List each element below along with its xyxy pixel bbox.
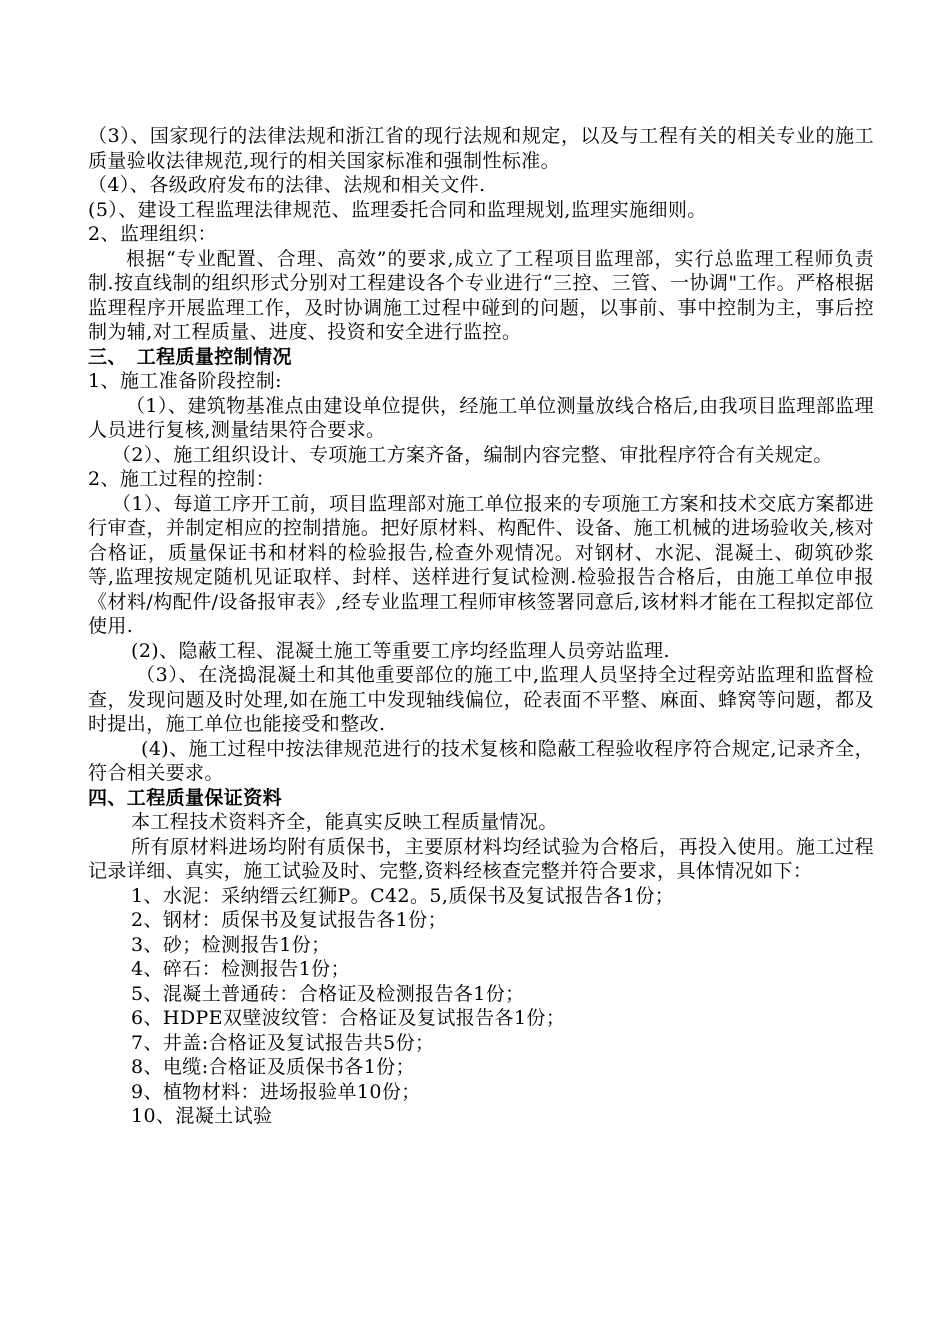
list-item-brick: 5、混凝土普通砖：合格证及检测报告各1份； bbox=[131, 982, 525, 1005]
list-item-plant-material: 9、植物材料：进场报验单10份； bbox=[131, 1080, 421, 1103]
subheading-preparation-stage: 1、施工准备阶段控制: bbox=[88, 370, 282, 392]
paragraph-prep-2: （2）、施工组织设计、专项施工方案齐备，编制内容完整、审批程序符合有关规定。 bbox=[112, 443, 833, 466]
section-heading-quality-docs: 四、工程质量保证资料 bbox=[88, 786, 283, 809]
paragraph-process-1: （1）、每道工序开工前，项目监理部对施工单位报来的专项施工方案和技术交底方案都进行审查，并制定相应的控制措施。把好原材料、构配件、设备、施工机械的进场验收关,核对合格证，质量保证书和材料的检验报告,检查外观情况。对钢材、水泥、混凝土、砌筑砂浆等,监理按规定随机见证取样、封样、送样进行复试检测.检验报告合格后，由施工单位申报《材料/构配件/设备报审表》,经专业监理工程师审核签署同意后,该材料才能在工程拟定部位使用. bbox=[88, 492, 874, 637]
list-item-cable: 8、电缆:合格证及质保书各1份； bbox=[131, 1056, 415, 1078]
list-item-cement: 1、水泥：采纳缙云红狮P。C42。5,质保书及复试报告各1份； bbox=[131, 884, 675, 907]
paragraph-process-2: (2)、隐蔽工程、混凝土施工等重要工序均经监理人员旁站监理. bbox=[131, 639, 670, 662]
paragraph-docs-complete: 本工程技术资料齐全，能真实反映工程质量情况。 bbox=[131, 811, 558, 833]
paragraph-process-4: (4)、施工过程中按法律规范进行的技术复核和隐蔽工程验收程序符合规定,记录齐全，符合相关要求。 bbox=[88, 737, 874, 784]
subheading-supervision-org: 2、监理组织： bbox=[88, 223, 217, 245]
subheading-construction-process: 2、施工过程的控制： bbox=[88, 468, 276, 490]
list-item-gravel: 4、碎石：检测报告1份； bbox=[131, 958, 350, 980]
paragraph-basis-5: (5）、建设工程监理法律规范、监理委托合同和监理规划,监理实施细则。 bbox=[88, 198, 707, 221]
paragraph-supervision-org: 根据“专业配置、合理、高效”的要求,成立了工程项目监理部，实行总监理工程师负责制.按直线制的组织形式分别对工程建设各个专业进行“三控、三管、一协调"工作。严格根据监理程序开展监理工作，及时协调施工过程中碰到的问题，以事前、事中控制为主，事后控制为辅,对工程质量、进度、投资和安全进行监控。 bbox=[88, 247, 874, 343]
list-item-manhole-cover: 7、井盖:合格证及复试报告共5份； bbox=[131, 1031, 435, 1054]
paragraph-process-3: （3）、在浇捣混凝土和其他重要部位的施工中,监理人员坚持全过程旁站监理和监督检查，发现问题及时处理,如在施工中发现轴线偏位，砼表面不平整、麻面、蜂窝等问题，都及时提出，施工单位也能接受和整改. bbox=[88, 664, 874, 735]
paragraph-docs-materials: 所有原材料进场均附有质保书，主要原材料均经试验为合格后，再投入使用。施工过程记录详细、真实，施工试验及时、完整,资料经核查完整并符合要求，具体情况如下： bbox=[88, 835, 874, 882]
list-item-concrete-test: 10、混凝土试验 bbox=[131, 1105, 273, 1127]
list-item-sand: 3、砂；检测报告1份； bbox=[131, 933, 331, 956]
paragraph-basis-3: （3）、国家现行的法律法规和浙江省的现行法规和规定，以及与工程有关的相关专业的施工质量验收法律规范,现行的相关国家标准和强制性标准。 bbox=[88, 125, 874, 172]
section-heading-quality-control: 三、 工程质量控制情况 bbox=[88, 345, 292, 368]
document-body bbox=[88, 124, 874, 1129]
paragraph-prep-1: （1）、建筑物基准点由建设单位提供，经施工单位测量放线合格后,由我项目监理部监理人员进行复核,测量结果符合要求。 bbox=[88, 394, 874, 441]
list-item-hdpe-pipe: 6、HDPE双壁波纹管：合格证及复试报告各1份； bbox=[131, 1007, 566, 1029]
paragraph-basis-4: （4）、各级政府发布的法律、法规和相关文件. bbox=[88, 174, 486, 196]
list-item-steel: 2、钢材：质保书及复试报告各1份； bbox=[131, 909, 447, 931]
